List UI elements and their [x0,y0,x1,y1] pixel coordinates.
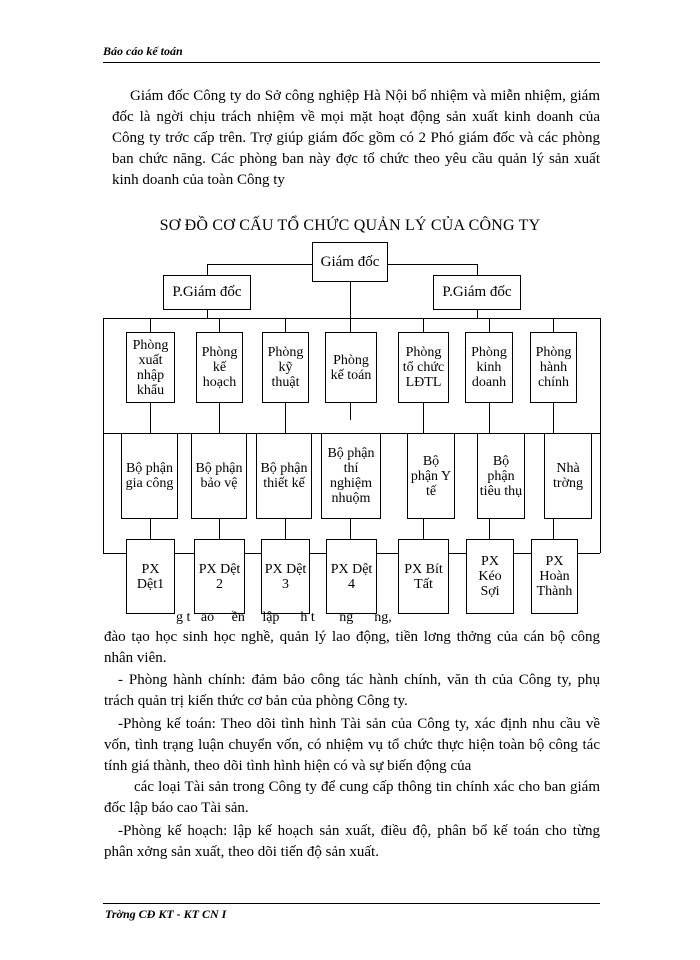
department-box: Phòng hành chính [530,332,577,403]
connector [150,403,151,433]
chart-title: SƠ ĐỒ CƠ CẤU TỔ CHỨC QUẢN LÝ CỦA CÔNG TY [159,217,541,234]
connector [489,519,490,539]
workshop-box: PX Dệt1 [126,539,175,614]
workshop-box: PX Kéo Sợi [466,539,514,614]
department-box: Phòng kỹ thuật [262,332,309,403]
connector [553,519,554,539]
connector [285,403,286,433]
director-box: Giám đốc [312,242,388,282]
department-box: Phòng xuất nhập khẩu [126,332,175,403]
connector [477,310,478,318]
division-box: Bộ phận thiết kế [256,433,312,519]
workshop-box: PX Dệt 3 [261,539,310,614]
connector [489,403,490,433]
intro-paragraph: Giám đốc Công ty do Sở công nghiệp Hà Nội bổ nhiệm và miễn nhiệm, giám đốc là ngời chịu trách nhiệm về mọi mặt hoạt động sản xuất kinh doanh của Công ty trớc cấp trên. Trợ giúp giám đốc gồm có 2 Phó giám đốc và các phòng ban chức năng. Các phòng ban này đợc tổ chức theo yêu cầu quản lý sản xuất kinh doanh của toàn Công ty [112,88,600,188]
connector [207,310,208,318]
paragraph: đào tạo học sinh học nghề, quản lý lao động, tiền lơng thởng của cán bộ công nhân viên. [104,629,600,666]
workshop-box: PX Bít Tất [398,539,449,614]
division-box: Bộ phận Y tế [407,433,455,519]
paragraph-fragment: g t ao ền lập h t ng ng, [176,610,392,625]
connector [423,519,424,539]
workshop-box: PX Dệt 2 [194,539,245,614]
department-box: Phòng kế toán [325,332,377,403]
paragraph: -Phòng kế hoạch: lập kế hoạch sản xuất, điều độ, phân bổ kế toán cho từng phân xởng sản xuất, theo dõi tiến độ sản xuất. [104,823,600,860]
connector [489,318,490,332]
paragraph: - Phòng hành chính: đảm bảo công tác hành chính, văn th của Công ty, phụ trách quản trị kiến thức cơ bản của phòng Công ty. [104,672,600,709]
connector [553,403,554,433]
connector [423,318,424,332]
paragraph: các loại Tài sản trong Công ty để cung cấp thông tin chính xác cho ban giám đốc lập báo cao Tài sản. [104,779,600,816]
connector [103,318,600,319]
connector [150,519,151,539]
connector [150,318,151,332]
page-footer: Trờng CĐ KT - KT CN I [105,907,227,921]
connector [600,318,601,553]
connector [285,519,286,539]
division-box: Bộ phận thí nghiệm nhuộm [321,433,381,519]
department-box: Phòng tổ chức LĐTL [398,332,449,403]
connector [207,264,208,275]
workshop-box: PX Dệt 4 [326,539,377,614]
connector [219,519,220,539]
division-box: Nhà trờng [544,433,592,519]
paragraph: -Phòng kế toán: Theo dõi tình hình Tài sản của Công ty, xác định nhu cầu về vốn, tình trạng luận chuyển vốn, có nhiệm vụ tổ chức thực hiện toàn bộ công tác tính giá thành, theo dõi tình hình hiện có và sự biến động của [104,716,600,774]
connector [219,403,220,433]
connector [477,264,478,275]
connector [219,318,220,332]
division-box: Bộ phận tiêu thụ [477,433,525,519]
footer-divider [103,903,600,904]
deputy-director-right-box: P.Giám đốc [433,275,521,310]
connector [285,318,286,332]
connector [553,318,554,332]
connector [350,519,351,539]
department-box: Phòng kế hoạch [196,332,243,403]
connector [423,403,424,433]
workshop-box: PX Hoàn Thành [531,539,578,614]
department-box: Phòng kinh doanh [465,332,513,403]
page-header: Báo cáo kế toán [103,44,600,63]
division-box: Bộ phận gia công [121,433,178,519]
connector [103,318,104,553]
deputy-director-left-box: P.Giám đốc [163,275,251,310]
division-box: Bộ phận bảo vệ [191,433,247,519]
